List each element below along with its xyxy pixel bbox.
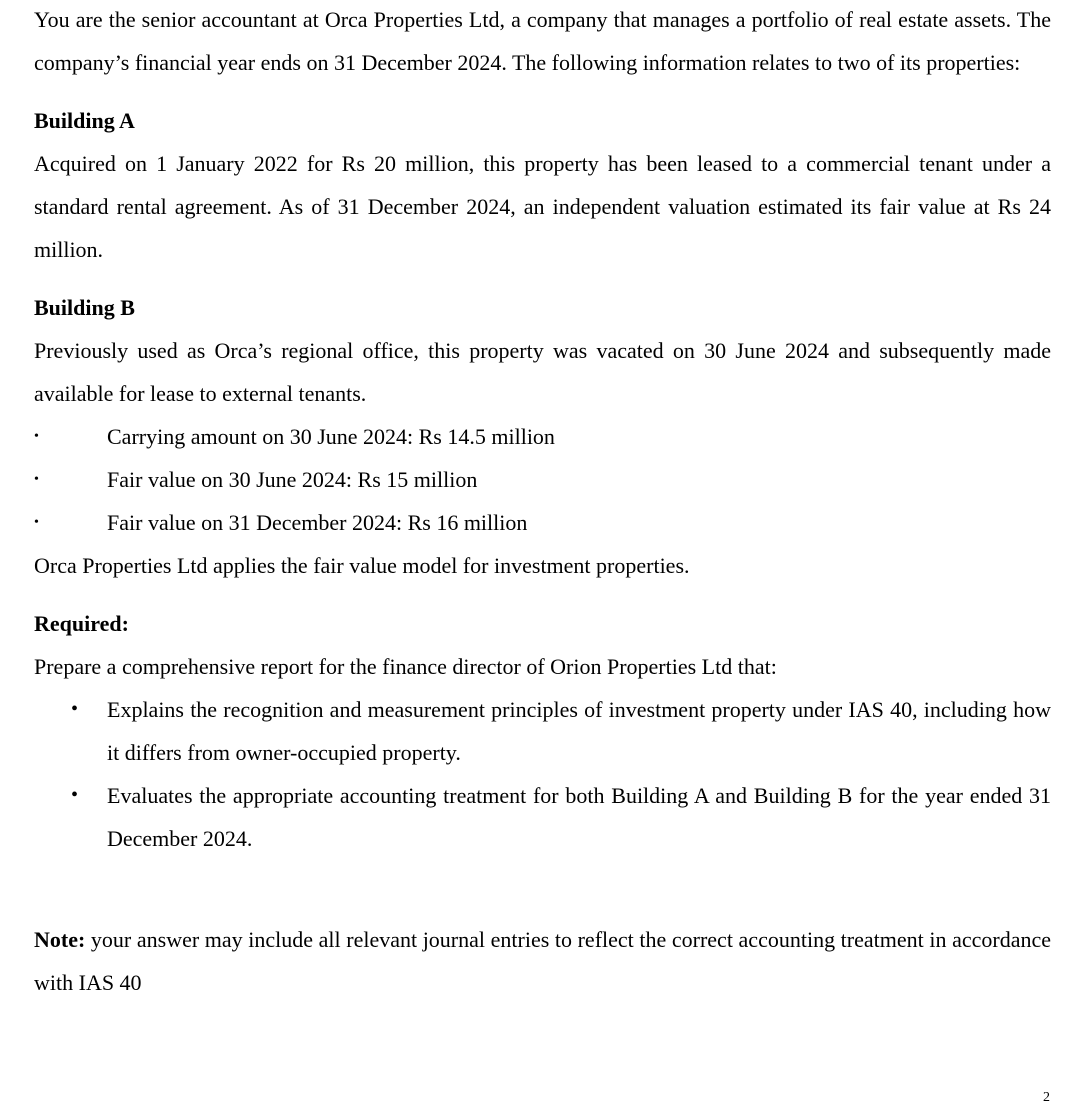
bullet-text: Fair value on 31 December 2024: Rs 16 million bbox=[107, 510, 528, 535]
fair-value-policy: Orca Properties Ltd applies the fair value model for investment properties. bbox=[34, 553, 690, 578]
page-number: 2 bbox=[1043, 1090, 1050, 1105]
document-page bbox=[34, 0, 1051, 1004]
required-heading: Required: bbox=[34, 611, 129, 636]
bullet-text: Fair value on 30 June 2024: Rs 15 million bbox=[107, 467, 478, 492]
list-item bbox=[34, 501, 1051, 544]
building-b-section bbox=[34, 286, 1051, 587]
required-section bbox=[34, 602, 1051, 860]
list-item bbox=[34, 415, 1051, 458]
required-paragraph: Prepare a comprehensive report for the finance director of Orion Properties Ltd that: bbox=[34, 654, 777, 679]
building-a-section bbox=[34, 99, 1051, 271]
note-text: your answer may include all relevant journal entries to reflect the correct accounting treatment in accordance with IAS 40 bbox=[34, 927, 1051, 995]
spacer bbox=[34, 860, 1051, 918]
spacer bbox=[34, 587, 1051, 602]
bullet-icon: • bbox=[71, 784, 79, 806]
intro-paragraph: You are the senior accountant at Orca Properties Ltd, a company that manages a portfolio of real estate assets. The company’s financial year ends on 31 December 2024. The following information relates to two of its properties: bbox=[34, 7, 1051, 75]
spacer bbox=[34, 84, 1051, 99]
note-label: Note: bbox=[34, 927, 86, 952]
list-item bbox=[34, 688, 1051, 774]
building-b-heading: Building B bbox=[34, 295, 135, 320]
building-b-paragraph: Previously used as Orca’s regional office, this property was vacated on 30 June 2024 and subsequently made available for lease to external tenants. bbox=[34, 338, 1051, 406]
bullet-text: Explains the recognition and measurement principles of investment property under IAS 40, including how it differs from owner-occupied property. bbox=[107, 697, 1051, 765]
building-a-heading: Building A bbox=[34, 108, 135, 133]
building-a-paragraph: Acquired on 1 January 2022 for Rs 20 million, this property has been leased to a commercial tenant under a standard rental agreement. As of 31 December 2024, an independent valuation estimated its fair value at Rs 24 million. bbox=[34, 151, 1051, 262]
bullet-icon: • bbox=[34, 515, 39, 530]
bullet-text: Carrying amount on 30 June 2024: Rs 14.5 million bbox=[107, 424, 555, 449]
bullet-icon: • bbox=[71, 698, 79, 720]
list-item bbox=[34, 774, 1051, 860]
spacer bbox=[34, 271, 1051, 286]
bullet-text: Evaluates the appropriate accounting treatment for both Building A and Building B for the year ended 31 December 2024. bbox=[107, 783, 1051, 851]
bullet-icon: • bbox=[34, 472, 39, 487]
bullet-icon: • bbox=[34, 429, 39, 444]
building-b-bullet-list bbox=[34, 415, 1051, 544]
list-item bbox=[34, 458, 1051, 501]
required-bullet-list bbox=[34, 688, 1051, 860]
note-paragraph bbox=[34, 918, 1051, 1004]
